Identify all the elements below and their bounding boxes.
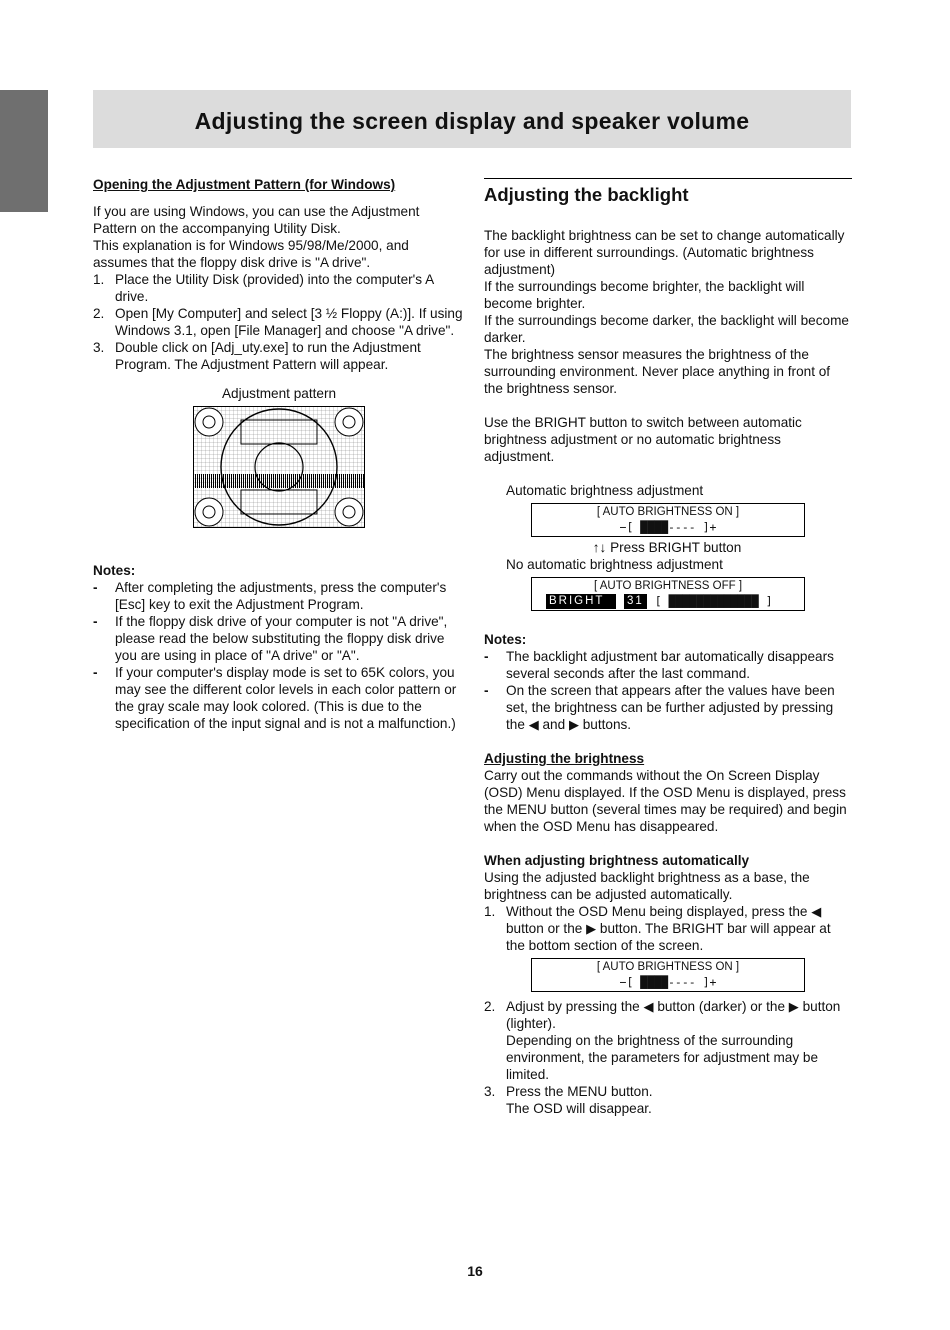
brightness-steps-list-cont xyxy=(484,998,852,1117)
osd-auto-on-box xyxy=(531,503,805,537)
note-text: and xyxy=(542,717,566,732)
step-text: button (darker) or the xyxy=(657,999,786,1014)
step-text: Double click on [Adj_uty.exe] to run the Adjustment Program. The Adjustment Pattern will appear. xyxy=(115,340,421,372)
step-text: Adjust by pressing the xyxy=(506,999,640,1014)
brightness-text: Carry out the commands without the On Screen Display (OSD) Menu displayed. If the OSD Menu is displayed, press the MENU button (several times may be required) and begin when the OSD Menu has disappeared. xyxy=(484,768,847,834)
step-number: 2. xyxy=(93,306,105,321)
step-text: Open [My Computer] and select [3 ½ Floppy (A:)]. If using Windows 3.1, open [File Manager] and choose "A drive". xyxy=(115,306,463,338)
side-tab-marker xyxy=(0,90,48,212)
up-down-arrows-icon: ↑↓ xyxy=(592,540,607,555)
step-text: Place the Utility Disk (provided) into the computer's A drive. xyxy=(115,272,434,304)
no-auto-label: No automatic brightness adjustment xyxy=(506,557,723,572)
list-item xyxy=(93,305,465,339)
osd-bright-bar: [ █████████████ ] xyxy=(654,594,773,608)
bullet-dash: - xyxy=(93,665,98,680)
list-item xyxy=(93,579,465,613)
step-text: button (lighter). xyxy=(506,999,841,1031)
osd-auto-bar: −[ ████---- ]+ xyxy=(619,975,717,989)
brightness-steps-list xyxy=(484,903,852,954)
osd-bright-label: BRIGHT xyxy=(546,594,616,609)
auto-adjust-label: Automatic brightness adjustment xyxy=(506,483,704,498)
right-column xyxy=(484,178,852,1117)
step-number: 3. xyxy=(93,340,105,355)
step-number: 1. xyxy=(93,272,105,287)
note-text: After completing the adjustments, press the computer's [Esc] key to exit the Adjustment Program. xyxy=(115,580,447,612)
section-rule xyxy=(484,178,852,179)
list-item xyxy=(484,903,852,954)
osd-auto-off-text: [ AUTO BRIGHTNESS OFF ] xyxy=(593,580,743,592)
note-text: If your computer's display mode is set to 65K colors, you may see the different color levels in each color pattern or the gray scale may look colored. (This is due to the specification of the input signal and is not a malfunction.) xyxy=(115,665,457,731)
adjustment-pattern-figure xyxy=(193,406,365,528)
intro-paragraph-2: This explanation is for Windows 95/98/Me/2000, and assumes that the floppy disk drive is "A drive". xyxy=(93,238,409,270)
adjustment-pattern-heading: Opening the Adjustment Pattern (for Windows) xyxy=(93,177,396,192)
note-text: If the floppy disk drive of your computer is not "A drive", please read the below substituting the floppy disk drive you are using in place of "A drive" or "A". xyxy=(115,614,448,663)
list-item xyxy=(484,1083,852,1117)
backlight-intro-2: If the surroundings become brighter, the backlight will become brighter. xyxy=(484,279,805,311)
step-text: button. The BRIGHT bar will appear at the bottom section of the screen. xyxy=(506,921,831,953)
step-text: Depending on the brightness of the surrounding environment, the parameters for adjustment may be limited. xyxy=(506,1033,819,1082)
list-item xyxy=(93,613,465,664)
bullet-dash: - xyxy=(93,614,98,629)
left-triangle-icon: ◀ xyxy=(643,999,654,1014)
left-triangle-icon: ◀ xyxy=(811,904,822,919)
right-notes-list xyxy=(484,648,852,733)
left-triangle-icon: ◀ xyxy=(528,717,539,732)
right-notes-heading: Notes: xyxy=(484,632,527,647)
step-text: Without the OSD Menu being displayed, press the xyxy=(506,904,808,919)
intro-paragraph-1: If you are using Windows, you can use the Adjustment Pattern on the accompanying Utility Disk. xyxy=(93,204,420,236)
press-bright-text: Press BRIGHT button xyxy=(610,540,742,555)
list-item xyxy=(93,339,465,373)
step-number: 3. xyxy=(484,1084,496,1099)
auto-brightness-text: Using the adjusted backlight brightness as a base, the brightness can be adjusted automatically. xyxy=(484,870,810,902)
list-item xyxy=(93,664,465,732)
left-notes-list xyxy=(93,579,465,732)
list-item xyxy=(484,682,852,733)
backlight-intro-1: The backlight brightness can be set to change automatically for use in different surroundings. (Automatic brightness adjustment) xyxy=(484,228,845,277)
osd-bright-row xyxy=(532,594,804,609)
page-number: 16 xyxy=(467,1263,483,1279)
bullet-dash: - xyxy=(484,649,489,664)
osd-auto-on-text: [ AUTO BRIGHTNESS ON ] xyxy=(596,961,740,973)
bullet-dash: - xyxy=(93,580,98,595)
osd-auto-off-box xyxy=(531,577,805,611)
note-text: The backlight adjustment bar automatically disappears several seconds after the last command. xyxy=(506,649,834,681)
figure-caption: Adjustment pattern xyxy=(221,386,337,401)
press-bright-row xyxy=(484,539,850,556)
list-item xyxy=(93,271,465,305)
auto-brightness-heading: When adjusting brightness automatically xyxy=(484,853,750,868)
right-triangle-icon: ▶ xyxy=(788,999,799,1014)
backlight-intro-4: The brightness sensor measures the brightness of the surrounding environment. Never place anything in front of the brightness sensor. xyxy=(484,347,831,396)
osd-bright-value: 31 xyxy=(624,594,647,609)
right-triangle-icon: ▶ xyxy=(586,921,597,936)
right-triangle-icon: ▶ xyxy=(568,717,579,732)
note-text: On the screen that appears after the values have been set, the brightness can be further adjusted by pressing the xyxy=(506,683,835,732)
list-item xyxy=(484,998,852,1083)
step-number: 2. xyxy=(484,999,496,1014)
left-column xyxy=(93,176,465,732)
osd-auto-on-box-2 xyxy=(531,958,805,992)
list-item xyxy=(484,648,852,682)
note-text: buttons. xyxy=(582,717,632,732)
steps-list xyxy=(93,271,465,373)
step-text: Press the MENU button. xyxy=(506,1084,653,1099)
step-text: The OSD will disappear. xyxy=(506,1101,652,1116)
backlight-heading: Adjusting the backlight xyxy=(484,184,689,205)
step-number: 1. xyxy=(484,904,496,919)
backlight-intro-3: If the surroundings become darker, the backlight will become darker. xyxy=(484,313,849,345)
osd-auto-on-text: [ AUTO BRIGHTNESS ON ] xyxy=(596,506,740,518)
bright-button-text: Use the BRIGHT button to switch between automatic brightness adjustment or no automatic brightness adjustment. xyxy=(484,415,802,464)
brightness-heading: Adjusting the brightness xyxy=(484,751,645,766)
step-text: button or the xyxy=(506,921,583,936)
osd-auto-bar: −[ ████---- ]+ xyxy=(619,520,717,534)
page-title: Adjusting the screen display and speaker volume xyxy=(93,90,851,148)
left-notes-heading: Notes: xyxy=(93,563,136,578)
bullet-dash: - xyxy=(484,683,489,698)
